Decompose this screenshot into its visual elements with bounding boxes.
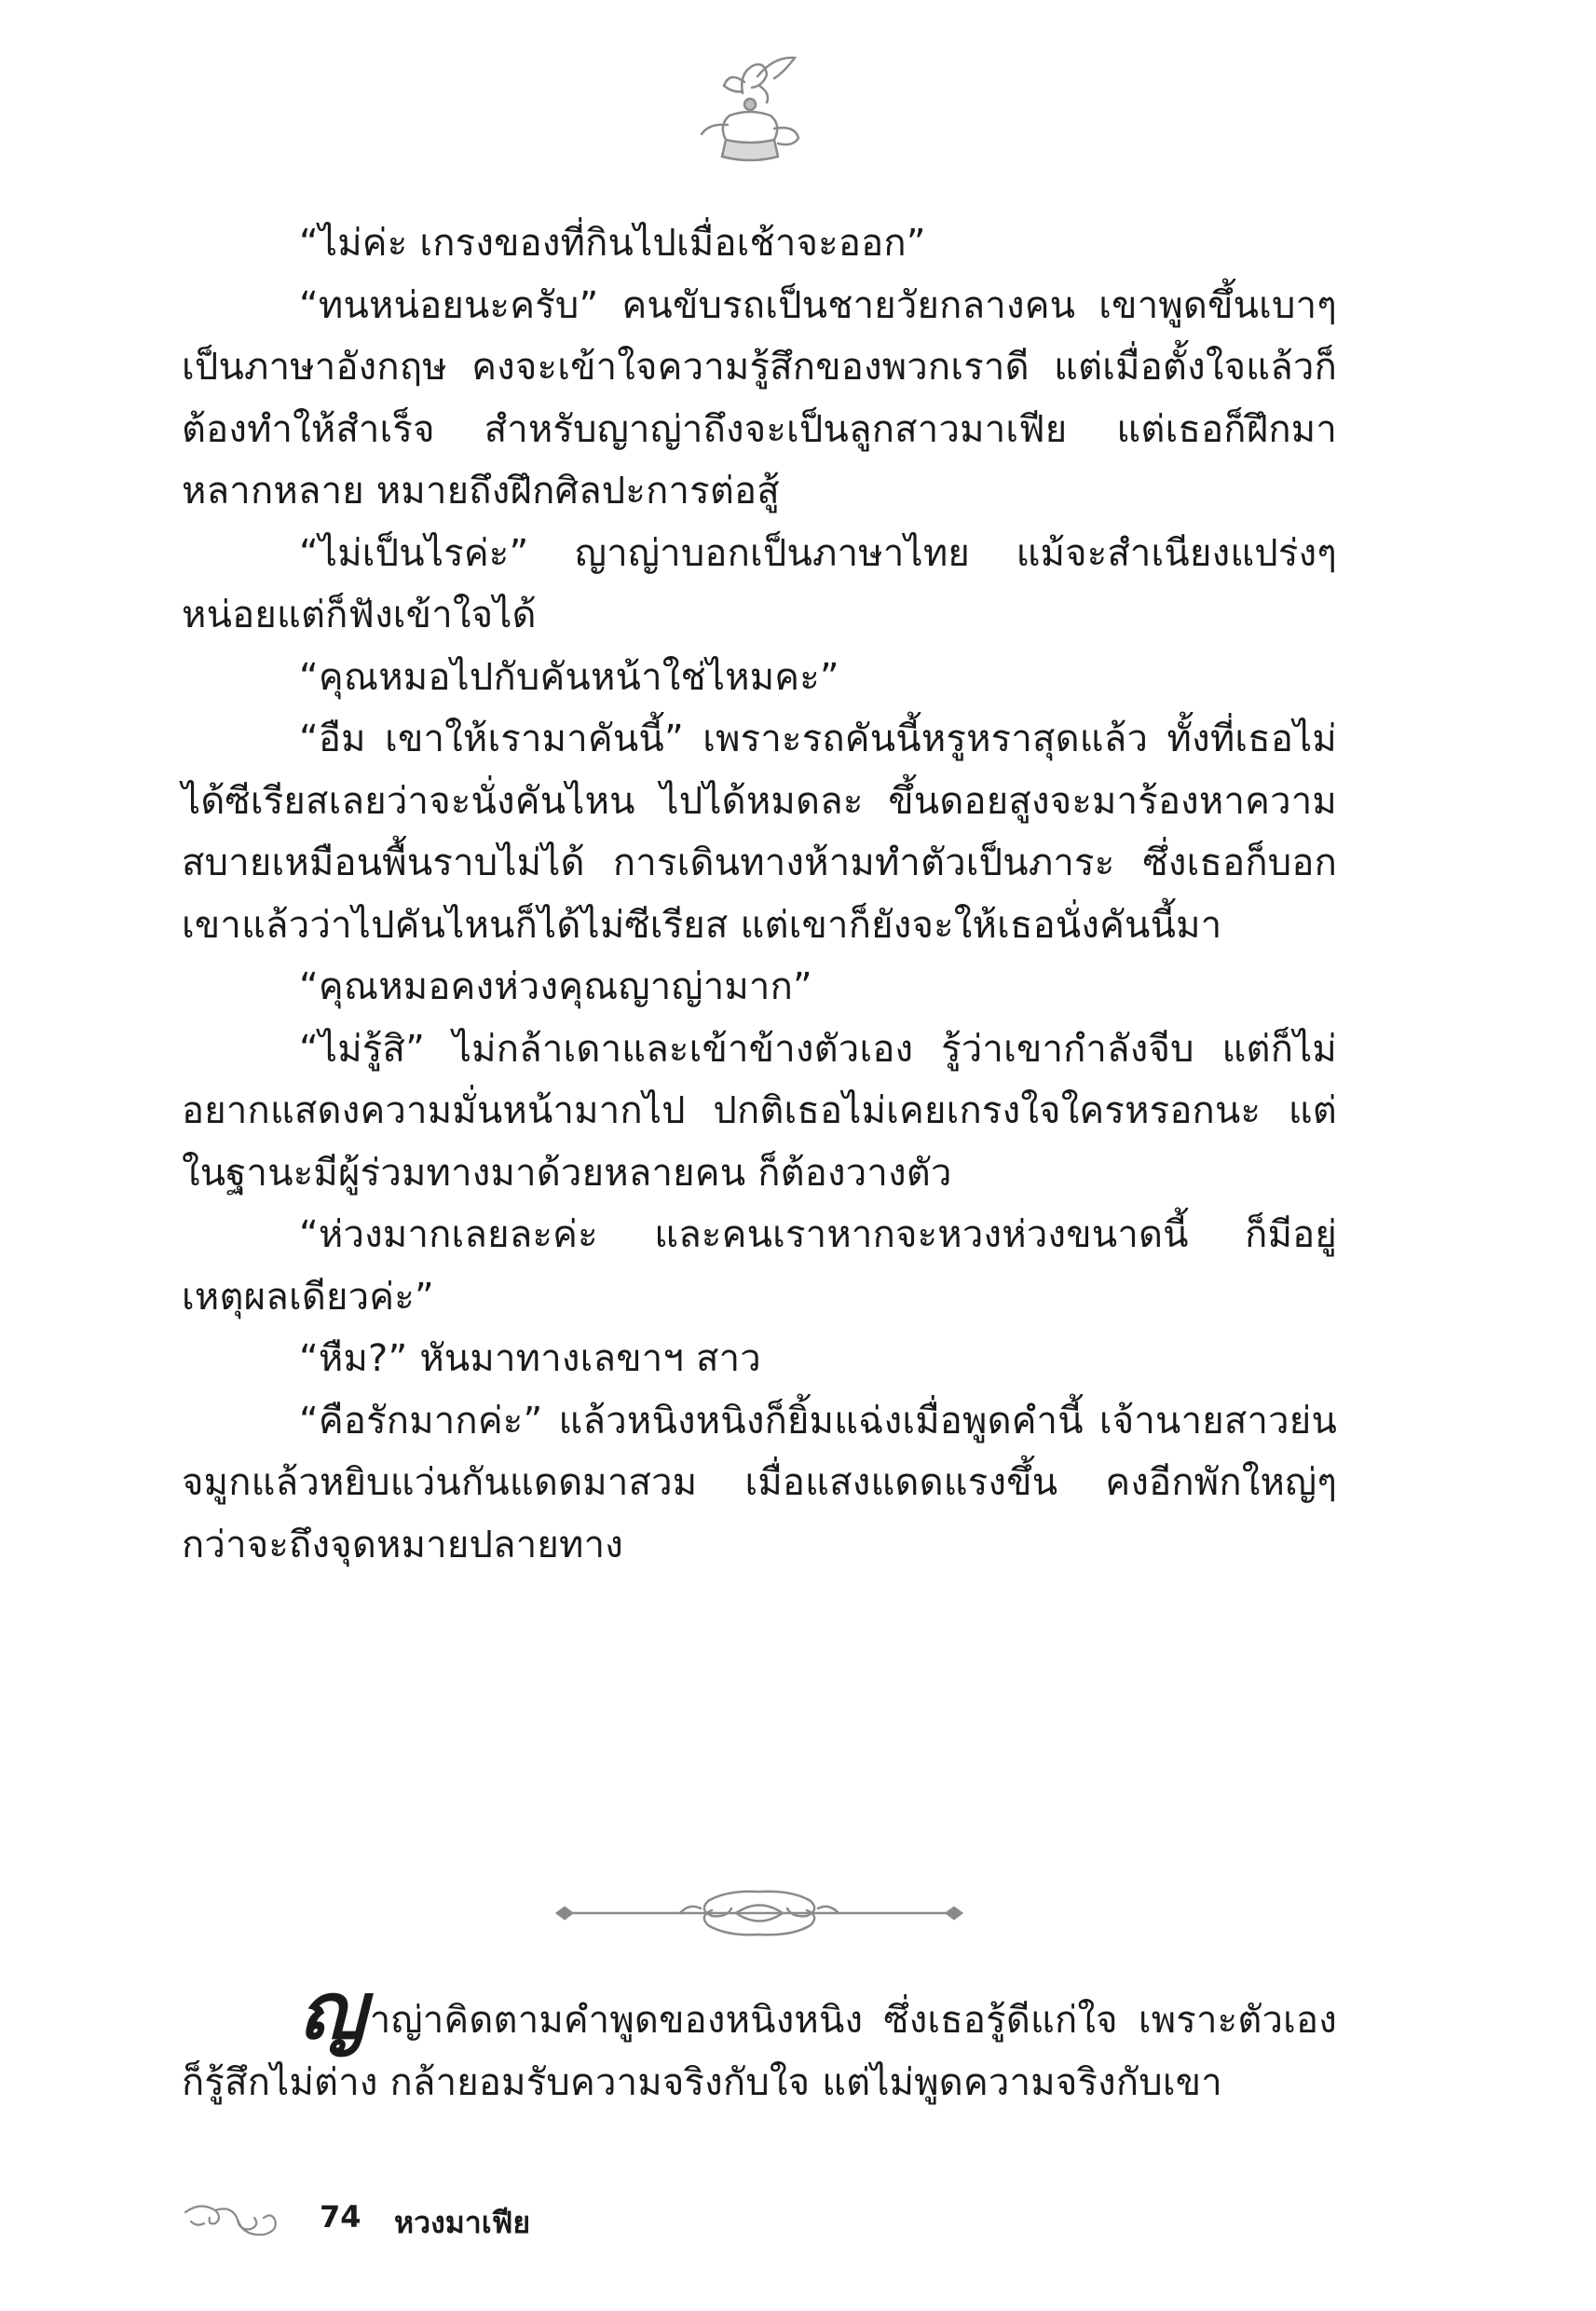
page-footer [182, 2192, 834, 2248]
paragraph: “หืม?” หันมาทางเลขาฯ สาว [299, 1337, 761, 1380]
paragraph: “ไม่รู้สิ” ไม่กล้าเดาและเข้าข้างตัวเอง รู้ว่าเขากำลังจีบ แต่ก็ไม่อยากแสดงความมั่นหน้ามากไป ปกติเธอไม่เคยเกรงใจใครหรอกนะ แต่ในฐานะมีผู้ร่วมทางมาด้วยหลายคน ก็ต้องวางตัว [182, 1027, 1337, 1195]
page-number: 74 [320, 2199, 361, 2235]
drop-cap: ญ [299, 1964, 366, 2057]
cherub-teapot-ornament-icon [685, 45, 815, 175]
paragraph: “คือรักมากค่ะ” แล้วหนิงหนิงก็ยิ้มแฉ่งเมื่อพูดคำนี้ เจ้านายสาวย่นจมูกแล้วหยิบแว่นกันแดดมาสวม เมื่อแสงแดดแรงขึ้น คงอีกพักใหญ่ๆ กว่าจะถึงจุดหมายปลายทาง [182, 1399, 1337, 1566]
book-title: หวงมาเฟีย [394, 2205, 531, 2240]
scroll-flourish-divider-icon [550, 1880, 969, 1946]
chapter-body [182, 212, 1337, 1576]
paragraph: “ไม่ค่ะ เกรงของที่กินไปเมื่อเช้าจะออก” [299, 222, 926, 265]
section-opening [182, 1964, 1337, 2113]
paragraph: “ทนหน่อยนะครับ” คนขับรถเป็นชายวัยกลางคน เขาพูดขึ้นเบาๆ เป็นภาษาอังกฤษ คงจะเข้าใจความรู้สึกของพวกเราดี แต่เมื่อตั้งใจแล้วก็ต้องทำให้สำเร็จ สำหรับญาญ่าถึงจะเป็นลูกสาวมาเฟีย แต่เธอก็ฝึกมาหลากหลาย หมายถึงฝึกศิลปะการต่อสู้ [182, 283, 1337, 513]
paragraph: “อืม เขาให้เรามาคันนี้” เพราะรถคันนี้หรูหราสุดแล้ว ทั้งที่เธอไม่ได้ซีเรียสเลยว่าจะนั่งคันไหน ไปได้หมดละ ขึ้นดอยสูงจะมาร้องหาความสบายเหมือนพื้นราบไม่ได้ การเดินทางห้ามทำตัวเป็นภาระ ซึ่งเธอก็บอกเขาแล้วว่าไปคันไหนก็ได้ไม่ซีเรียส แต่เขาก็ยังจะให้เธอนั่งคันนี้มา [182, 718, 1337, 947]
swirl-ornament-icon [182, 2194, 289, 2246]
paragraph: “ไม่เป็นไรค่ะ” ญาญ่าบอกเป็นภาษาไทย แม้จะสำเนียงแปร่งๆ หน่อยแต่ก็ฟังเข้าใจได้ [182, 531, 1337, 636]
paragraph: “คุณหมอคงห่วงคุณญาญ่ามาก” [299, 965, 812, 1008]
opening-paragraph [182, 1964, 1337, 2113]
opening-paragraph-text: าญ่าคิดตามคำพูดของหนิงหนิง ซึ่งเธอรู้ดีแก่ใจ เพราะตัวเองก็รู้สึกไม่ต่าง กล้ายอมรับความจริงกับใจ แต่ไม่พูดความจริงกับเขา [182, 1999, 1337, 2104]
paragraph: “ห่วงมากเลยละค่ะ และคนเราหากจะหวงห่วงขนาดนี้ ก็มีอยู่เหตุผลเดียวค่ะ” [182, 1213, 1337, 1319]
paragraph: “คุณหมอไปกับคันหน้าใช่ไหมคะ” [299, 655, 839, 699]
